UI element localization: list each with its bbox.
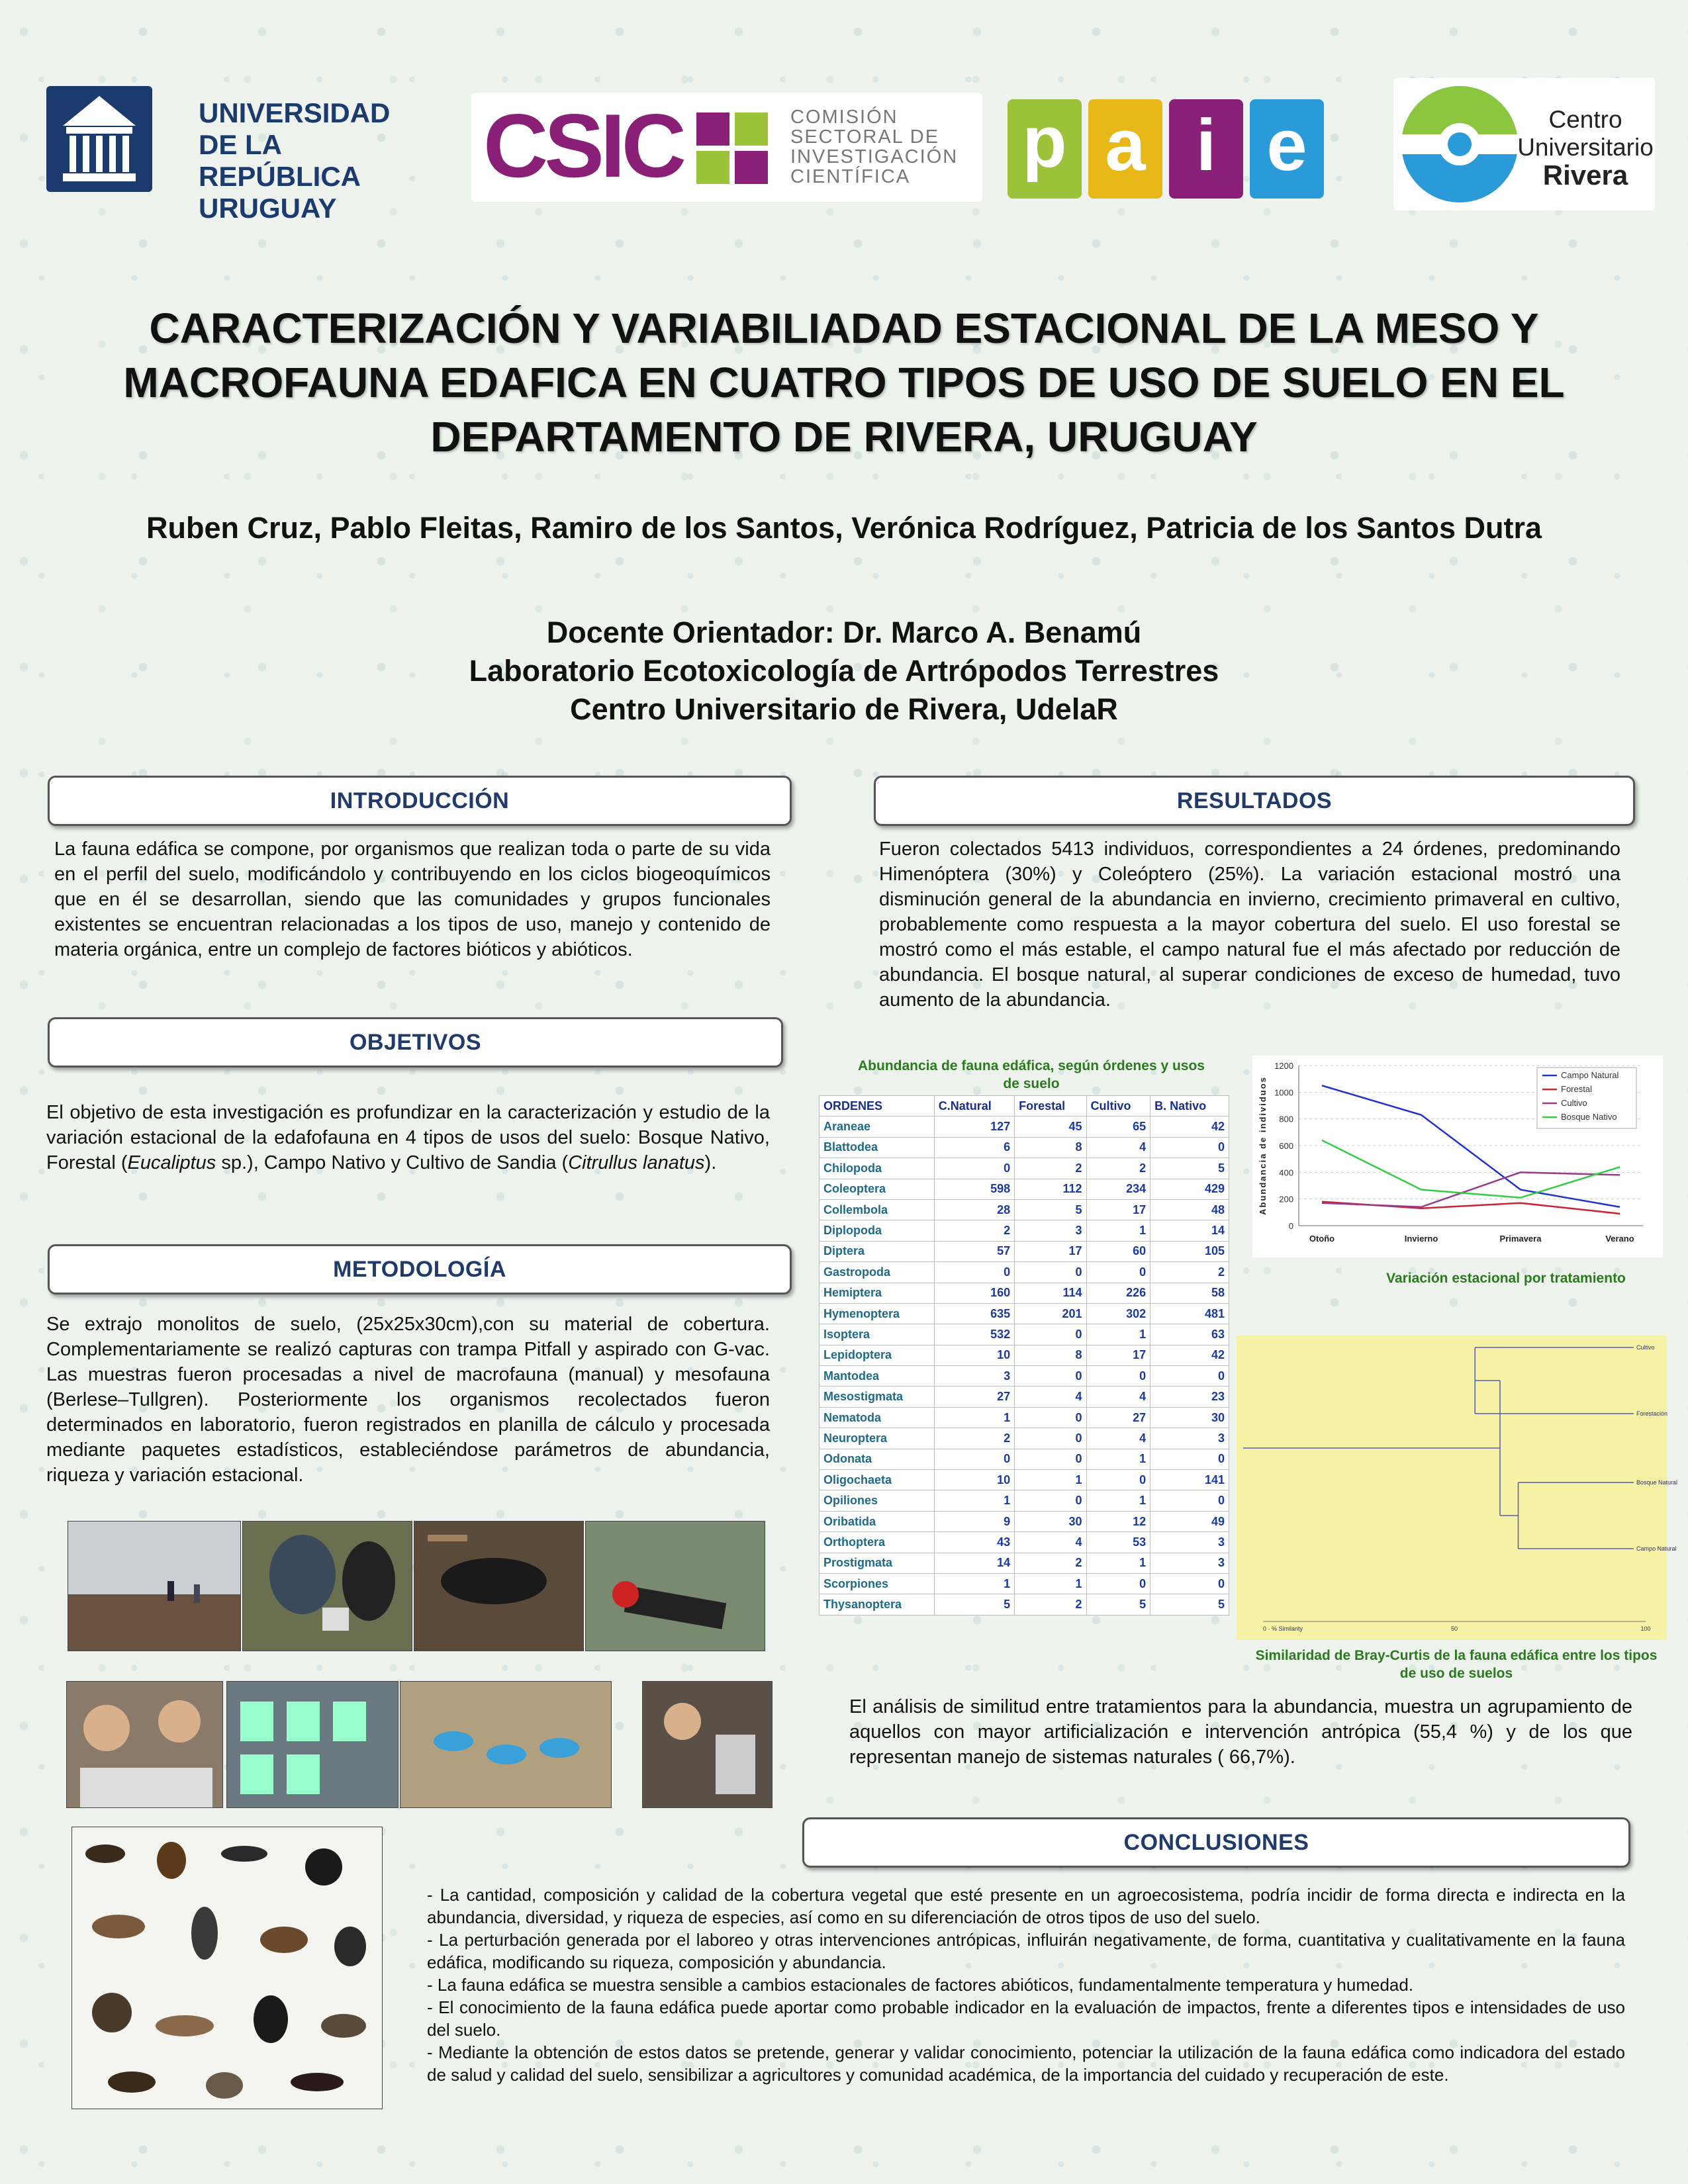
- intro-heading: INTRODUCCIÓN: [48, 776, 792, 826]
- table-order-cell: Prostigmata: [820, 1553, 935, 1573]
- table-value-cell: 58: [1150, 1283, 1229, 1303]
- table-value-cell: 2: [934, 1428, 1014, 1449]
- csic-sub-4: CIENTÍFICA: [790, 166, 911, 187]
- lab-photo-2: [226, 1681, 399, 1808]
- table-value-cell: 532: [934, 1324, 1014, 1345]
- table-order-cell: Coleoptera: [820, 1179, 935, 1199]
- rivera-line-2: Universitario: [1517, 134, 1654, 161]
- table-header-cell: ORDENES: [820, 1096, 935, 1116]
- table-row: [820, 1220, 1229, 1241]
- table-value-cell: 42: [1150, 1345, 1229, 1365]
- table-value-cell: 0: [934, 1158, 1014, 1179]
- table-value-cell: 0: [1015, 1449, 1086, 1469]
- table-row: [820, 1387, 1229, 1407]
- table-value-cell: 4: [1086, 1137, 1150, 1158]
- table-value-cell: 0: [1150, 1573, 1229, 1594]
- table-order-cell: Hymenoptera: [820, 1303, 935, 1324]
- table-order-cell: Gastropoda: [820, 1262, 935, 1283]
- table-value-cell: 0: [1086, 1470, 1150, 1490]
- x-tick-label: Otoño: [1309, 1234, 1335, 1244]
- table-value-cell: 10: [934, 1470, 1014, 1490]
- table-row: [820, 1116, 1229, 1137]
- table-value-cell: 3: [1150, 1428, 1229, 1449]
- table-value-cell: 0: [1015, 1490, 1086, 1511]
- x-tick-label: Invierno: [1404, 1234, 1438, 1244]
- table-row: [820, 1137, 1229, 1158]
- table-value-cell: 201: [1015, 1303, 1086, 1324]
- table-row: [820, 1179, 1229, 1199]
- csic-logo: [471, 93, 982, 202]
- field-photo-1: [68, 1521, 241, 1651]
- table-value-cell: 4: [1015, 1532, 1086, 1553]
- objectives-text: [46, 1100, 770, 1175]
- y-tick-label: 200: [1279, 1194, 1293, 1205]
- lab-photo-1: [66, 1681, 223, 1808]
- table-value-cell: 0: [934, 1449, 1014, 1469]
- table-value-cell: 1: [934, 1490, 1014, 1511]
- table-value-cell: 1: [1015, 1470, 1086, 1490]
- conclusions-list: [427, 1884, 1625, 2086]
- table-value-cell: 112: [1015, 1179, 1086, 1199]
- table-row: [820, 1366, 1229, 1387]
- table-row: [820, 1428, 1229, 1449]
- advisor: Docente Orientador: Dr. Marco A. Benamú: [546, 615, 1142, 649]
- seasonal-line-chart: [1252, 1056, 1663, 1257]
- table-value-cell: 302: [1086, 1303, 1150, 1324]
- dendrogram-panel: [1237, 1336, 1678, 1640]
- dendrogram-axis-label: 50: [1450, 1625, 1458, 1632]
- table-header-cell: C.Natural: [934, 1096, 1014, 1116]
- table-value-cell: 0: [1015, 1428, 1086, 1449]
- table-header-cell: Cultivo: [1086, 1096, 1150, 1116]
- table-value-cell: 1: [1086, 1553, 1150, 1573]
- paie-letter-i: i: [1169, 99, 1243, 199]
- table-caption: Abundancia de fauna edáfica, según órdenes y usos de suelo: [858, 1058, 1205, 1091]
- udelar-line-3: URUGUAY: [199, 193, 337, 224]
- table-value-cell: 10: [934, 1345, 1014, 1365]
- table-value-cell: 127: [934, 1116, 1014, 1137]
- table-row: [820, 1553, 1229, 1573]
- table-value-cell: 5: [1015, 1199, 1086, 1220]
- table-value-cell: 2: [1015, 1553, 1086, 1573]
- table-value-cell: 0: [1015, 1324, 1086, 1345]
- table-row: [820, 1511, 1229, 1531]
- line-chart-caption: Variación estacional por tratamiento: [1386, 1271, 1626, 1286]
- table-order-cell: Hemiptera: [820, 1283, 935, 1303]
- conclusion-item: - La perturbación generada por el laboreo y otras intervenciones antrópicas, influirán negativamente, de forma, cuantitativa y cualitativamente en la fauna edáfica, modificando su riqueza, composición y abundancia.: [427, 1930, 1625, 1972]
- table-order-cell: Scorpiones: [820, 1573, 935, 1594]
- table-value-cell: 429: [1150, 1179, 1229, 1199]
- legend-entry: Campo Natural: [1561, 1070, 1619, 1080]
- table-value-cell: 0: [1086, 1262, 1150, 1283]
- table-order-cell: Mesostigmata: [820, 1387, 935, 1407]
- udelar-line-1: UNIVERSIDAD: [199, 97, 391, 128]
- csic-wordmark: CSIC: [483, 95, 682, 196]
- dendrogram-leaf-label: Bosque Natural: [1636, 1479, 1678, 1486]
- table-value-cell: 598: [934, 1179, 1014, 1199]
- y-tick-label: 600: [1279, 1141, 1293, 1151]
- table-row: [820, 1449, 1229, 1469]
- csic-sub-2: SECTORAL DE: [790, 126, 940, 148]
- dendrogram-caption: Similaridad de Bray-Curtis de la fauna edáfica entre los tipos de uso de suelos: [1255, 1648, 1658, 1681]
- table-value-cell: 0: [1015, 1262, 1086, 1283]
- table-value-cell: 2: [1015, 1594, 1086, 1615]
- table-value-cell: 2: [1086, 1158, 1150, 1179]
- table-row: [820, 1199, 1229, 1220]
- dendrogram-leaf-label: Forestación: [1636, 1410, 1668, 1417]
- table-value-cell: 105: [1150, 1241, 1229, 1261]
- rivera-logo: [1393, 78, 1655, 210]
- table-value-cell: 226: [1086, 1283, 1150, 1303]
- table-value-cell: 0: [1015, 1407, 1086, 1428]
- table-value-cell: 481: [1150, 1303, 1229, 1324]
- series-line: [1322, 1172, 1620, 1206]
- table-order-cell: Collembola: [820, 1199, 935, 1220]
- specimens-collage: [71, 1827, 383, 2109]
- csic-squares-icon: [696, 113, 776, 185]
- table-value-cell: 45: [1015, 1116, 1086, 1137]
- methods-heading: METODOLOGÍA: [48, 1244, 792, 1295]
- table-value-cell: 1: [934, 1407, 1014, 1428]
- table-order-cell: Chilopoda: [820, 1158, 935, 1179]
- table-value-cell: 17: [1086, 1345, 1150, 1365]
- legend-entry: Bosque Nativo: [1561, 1112, 1617, 1122]
- seasonal-chart: [1252, 1056, 1663, 1257]
- dendrogram-axis-label: 100: [1640, 1625, 1651, 1632]
- bray-curtis-dendrogram: [1237, 1336, 1678, 1640]
- methods-text: Se extrajo monolitos de suelo, (25x25x30cm),con su material de cobertura. Complementariamente se realizó capturas con trampa Pitfall y aspirado con G-vac. Las muestras fueron procesadas a nivel de macrofauna (manual) y mesofauna (Berlese–Tullgren). Posteriormente los organismos recolectados fueron determinados en laboratorio, fueron registrados en planilla de cálculo y procesada mediante paquetes estadísticos, estableciéndose parámetros de abundancia, riqueza y variación estacional.: [46, 1314, 770, 1486]
- x-tick-label: Primavera: [1499, 1234, 1542, 1244]
- table-order-cell: Oribatida: [820, 1511, 935, 1531]
- table-row: [820, 1490, 1229, 1511]
- conclusion-item: - Mediante la obtención de estos datos se pretende, generar y validar conocimiento, potenciar la utilización de la fauna edáfica como indicadora del estado de salud y calidad del suelo, sensibilizar a agricultores y comunidad académica, de la importancia del cuidado y recuperación de este.: [427, 2042, 1625, 2085]
- table-order-cell: Neuroptera: [820, 1428, 935, 1449]
- objectives-heading: OBJETIVOS: [48, 1017, 783, 1068]
- table-row: [820, 1283, 1229, 1303]
- objectives-text-b: sp.), Campo Nativo y Cultivo de Sandia (: [216, 1152, 569, 1173]
- institution: Centro Universitario de Rivera, UdelaR: [570, 692, 1118, 726]
- table-value-cell: 234: [1086, 1179, 1150, 1199]
- table-value-cell: 2: [1150, 1262, 1229, 1283]
- x-tick-label: Verano: [1605, 1234, 1634, 1244]
- csic-sub-3: INVESTIGACIÓN: [790, 146, 959, 167]
- table-order-cell: Blattodea: [820, 1137, 935, 1158]
- table-value-cell: 49: [1150, 1511, 1229, 1531]
- objectives-species-citrullus: Citrullus lanatus: [568, 1152, 705, 1173]
- table-row: [820, 1303, 1229, 1324]
- table-value-cell: 1: [1086, 1449, 1150, 1469]
- table-value-cell: 63: [1150, 1324, 1229, 1345]
- table-header-cell: Forestal: [1015, 1096, 1086, 1116]
- csic-sub-1: COMISIÓN: [790, 107, 898, 128]
- table-header-cell: B. Nativo: [1150, 1096, 1229, 1116]
- table-value-cell: 48: [1150, 1199, 1229, 1220]
- table-row: [820, 1470, 1229, 1490]
- table-value-cell: 3: [1150, 1553, 1229, 1573]
- table-row: [820, 1532, 1229, 1553]
- table-order-cell: Mantodea: [820, 1366, 935, 1387]
- paie-letter-e: e: [1250, 99, 1324, 199]
- table-value-cell: 23: [1150, 1387, 1229, 1407]
- table-value-cell: 5: [1150, 1594, 1229, 1615]
- table-value-cell: 141: [1150, 1470, 1229, 1490]
- table-value-cell: 1: [1086, 1220, 1150, 1241]
- rivera-line-1: Centro: [1548, 106, 1622, 133]
- y-tick-label: 400: [1279, 1167, 1293, 1178]
- results-heading: RESULTADOS: [874, 776, 1635, 826]
- table-order-cell: Lepidoptera: [820, 1345, 935, 1365]
- udelar-line-2: DE LA REPÚBLICA: [199, 129, 361, 192]
- table-value-cell: 0: [1015, 1366, 1086, 1387]
- rivera-ring-icon: [1397, 81, 1523, 207]
- table-value-cell: 4: [1015, 1387, 1086, 1407]
- table-value-cell: 9: [934, 1511, 1014, 1531]
- table-order-cell: Oligochaeta: [820, 1470, 935, 1490]
- table-value-cell: 17: [1015, 1241, 1086, 1261]
- table-value-cell: 65: [1086, 1116, 1150, 1137]
- table-value-cell: 6: [934, 1137, 1014, 1158]
- table-order-cell: Nematoda: [820, 1407, 935, 1428]
- poster-title: CARACTERIZACIÓN Y VARIABILIADAD ESTACIONAL DE LA MESO Y MACROFAUNA EDAFICA EN CUATRO TIPOS DE USO DE SUELO EN EL DEPARTAMENTO DE RIVERA, URUGUAY: [123, 304, 1565, 461]
- table-row: [820, 1345, 1229, 1365]
- table-row: [820, 1158, 1229, 1179]
- table-value-cell: 160: [934, 1283, 1014, 1303]
- table-value-cell: 5: [934, 1594, 1014, 1615]
- objectives-text-c: ).: [704, 1152, 717, 1173]
- table-value-cell: 0: [1150, 1366, 1229, 1387]
- field-photo-3: [414, 1521, 584, 1651]
- field-photo-4: [585, 1521, 765, 1651]
- table-value-cell: 5: [1150, 1158, 1229, 1179]
- table-value-cell: 1: [934, 1573, 1014, 1594]
- rivera-line-3: Rivera: [1542, 159, 1628, 191]
- table-value-cell: 60: [1086, 1241, 1150, 1261]
- table-value-cell: 1: [1086, 1324, 1150, 1345]
- intro-text: La fauna edáfica se compone, por organismos que realizan toda o parte de su vida en el perfil del suelo, modificándolo y contribuyendo en los ciclos biogeoquímicos que en él se desarrollan, siendo que las comunidades y grupos funcionales existentes se encuentran relacionadas a los tipos de uso, manejo y contenido de materia orgánica, entre un complejo de factores bióticos y abióticos.: [54, 839, 771, 960]
- y-axis-label: Abundancia de individuos: [1258, 1076, 1268, 1215]
- dendrogram-leaf-label: Cultivo: [1636, 1344, 1655, 1351]
- conclusion-item: - El conocimiento de la fauna edáfica puede aportar como probable indicador en la evaluación de impactos, frente a diferentes tipos e intensidades de uso del suelo.: [427, 1997, 1625, 2040]
- series-line: [1322, 1202, 1620, 1214]
- paie-letter-a: a: [1088, 99, 1162, 199]
- table-value-cell: 57: [934, 1241, 1014, 1261]
- table-value-cell: 27: [934, 1387, 1014, 1407]
- y-tick-label: 1000: [1274, 1087, 1293, 1098]
- table-order-cell: Opiliones: [820, 1490, 935, 1511]
- paie-letter-p: p: [1008, 99, 1082, 199]
- table-value-cell: 14: [1150, 1220, 1229, 1241]
- table-value-cell: 8: [1015, 1345, 1086, 1365]
- table-value-cell: 3: [1150, 1532, 1229, 1553]
- authors: Ruben Cruz, Pablo Fleitas, Ramiro de los Santos, Verónica Rodríguez, Patricia de los Santos Dutra: [146, 511, 1542, 545]
- dendrogram-leaf-label: Campo Natural: [1636, 1545, 1677, 1552]
- legend-entry: Cultivo: [1561, 1098, 1587, 1108]
- dendrogram-axis-label: 0 · % Similarity: [1263, 1625, 1303, 1632]
- table-value-cell: 30: [1150, 1407, 1229, 1428]
- table-value-cell: 28: [934, 1199, 1014, 1220]
- table-value-cell: 0: [1150, 1137, 1229, 1158]
- table-header-row: [820, 1096, 1229, 1116]
- table-value-cell: 1: [1086, 1490, 1150, 1511]
- table-row: [820, 1262, 1229, 1283]
- table-value-cell: 0: [1150, 1490, 1229, 1511]
- conclusion-item: - La fauna edáfica se muestra sensible a cambios estacionales de factores abióticos, fundamentalmente temperatura y humedad.: [427, 1975, 1414, 1995]
- table-value-cell: 27: [1086, 1407, 1150, 1428]
- table-value-cell: 5: [1086, 1594, 1150, 1615]
- table-order-cell: Orthoptera: [820, 1532, 935, 1553]
- similarity-text: El análisis de similitud entre tratamientos para la abundancia, muestra un agrupamiento de aquellos con mayor artificialización e intervención antrópica (55,4 %) y de los que representan manejo de sistemas naturales ( 66,7%).: [849, 1696, 1632, 1768]
- y-tick-label: 0: [1288, 1221, 1293, 1231]
- table-row: [820, 1573, 1229, 1594]
- table-value-cell: 3: [1015, 1220, 1086, 1241]
- table-value-cell: 114: [1015, 1283, 1086, 1303]
- table-row: [820, 1324, 1229, 1345]
- table-order-cell: Araneae: [820, 1116, 935, 1137]
- table-order-cell: Diplopoda: [820, 1220, 935, 1241]
- table-value-cell: 3: [934, 1366, 1014, 1387]
- table-order-cell: Isoptera: [820, 1324, 935, 1345]
- table-value-cell: 43: [934, 1532, 1014, 1553]
- table-value-cell: 4: [1086, 1428, 1150, 1449]
- table-value-cell: 1: [1015, 1573, 1086, 1594]
- conclusions-heading: CONCLUSIONES: [802, 1817, 1630, 1868]
- legend-entry: Forestal: [1561, 1084, 1592, 1094]
- table-value-cell: 0: [1150, 1449, 1229, 1469]
- table-row: [820, 1407, 1229, 1428]
- y-tick-label: 800: [1279, 1114, 1293, 1124]
- table-value-cell: 0: [934, 1262, 1014, 1283]
- table-value-cell: 0: [1086, 1573, 1150, 1594]
- results-text: Fueron colectados 5413 individuos, correspondientes a 24 órdenes, predominando Himenóptera (30%) y Coleóptero (25%). La variación estacional mostró una disminución general de la abundancia en invierno, crecimiento primaveral en cultivo, probablemente como respuesta a la mayor cobertura del suelo. El uso forestal se mostró como el más estable, el campo natural fue el más afectado por reducción de abundancia. El bosque natural, al superar condiciones de exceso de humedad, tuvo aumento de la abundancia.: [879, 839, 1620, 1011]
- table-row: [820, 1241, 1229, 1261]
- table-value-cell: 8: [1015, 1137, 1086, 1158]
- table-value-cell: 12: [1086, 1511, 1150, 1531]
- table-value-cell: 42: [1150, 1116, 1229, 1137]
- lab-photo-3: [400, 1681, 612, 1808]
- udelar-logo: [40, 76, 437, 224]
- table-value-cell: 4: [1086, 1387, 1150, 1407]
- table-value-cell: 53: [1086, 1532, 1150, 1553]
- paie-logo: [1008, 99, 1331, 199]
- table-value-cell: 17: [1086, 1199, 1150, 1220]
- table-value-cell: 2: [1015, 1158, 1086, 1179]
- abundance-table: [819, 1095, 1229, 1615]
- table-value-cell: 0: [1086, 1366, 1150, 1387]
- laboratory: Laboratorio Ecotoxicología de Artrópodos Terrestres: [469, 654, 1219, 688]
- y-tick-label: 1200: [1274, 1061, 1293, 1071]
- table-value-cell: 14: [934, 1553, 1014, 1573]
- lab-photo-4: [642, 1681, 773, 1808]
- field-photo-2: [242, 1521, 412, 1651]
- table-order-cell: Thysanoptera: [820, 1594, 935, 1615]
- objectives-text-a: El objetivo de esta investigación es profundizar en la caracterización y estudio de la variación estacional de la edafofauna en 4 tipos de usos del suelo: Bosque Nativo, Forestal (: [46, 1102, 770, 1173]
- udelar-building-icon: [40, 79, 159, 199]
- table-value-cell: 635: [934, 1303, 1014, 1324]
- table-value-cell: 2: [934, 1220, 1014, 1241]
- table-row: [820, 1594, 1229, 1615]
- table-order-cell: Odonata: [820, 1449, 935, 1469]
- conclusion-item: - La cantidad, composición y calidad de la cobertura vegetal que esté presente en un agroecosistema, podría incidir de forma directa e indirecta en la abundancia, diversidad, y riqueza de especies, así como en su diferenciación de otros tipos de uso del suelo.: [427, 1885, 1625, 1927]
- table-order-cell: Diptera: [820, 1241, 935, 1261]
- objectives-genus-eucaliptus: Eucaliptus: [127, 1152, 216, 1173]
- table-value-cell: 30: [1015, 1511, 1086, 1531]
